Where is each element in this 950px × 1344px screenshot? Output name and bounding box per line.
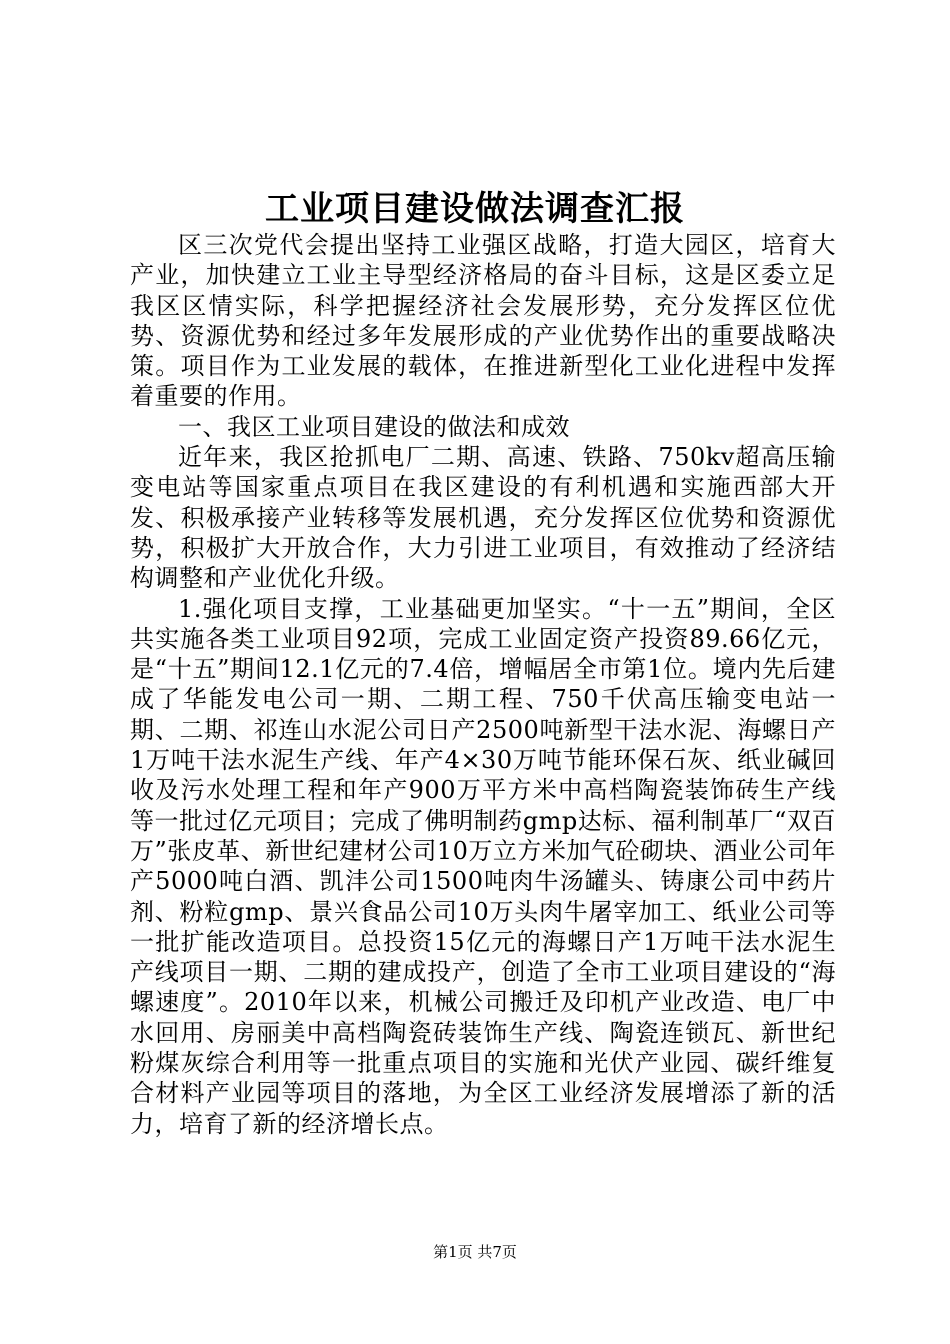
section-heading: 一、我区工业项目建设的做法和成效 bbox=[178, 412, 570, 441]
paragraph-overview: 近年来，我区抢抓电厂二期、高速、铁路、750kv超高压输变电站等国家重点项目在我区建设的有利机遇和实施西部大开发、积极承接产业转移等发展机遇，充分发挥区位优势和资源优势，积极扩大开放合作，大力引进工业项目，有效推动了经济结构调整和产业优化升级。 bbox=[130, 443, 836, 593]
paragraph-item-1: 1.强化项目支撑，工业基础更加坚实。“十一五”期间，全区共实施各类工业项目92项，完成工业固定资产投资89.66亿元，是“十五”期间12.1亿元的7.4倍，增幅居全市第1位。境内先后建成了华能发电公司一期、二期工程、750千伏高压输变电站一期、二期、祁连山水泥公司日产2500吨新型干法水泥、海螺日产1万吨干法水泥生产线、年产4×30万吨节能环保石灰、纸业碱回收及污水处理工程和年产900万平方米中高档陶瓷装饰砖生产线等一批过亿元项目；完成了佛明制药gmp达标、福利制革厂“双百万”张皮革、新世纪建材公司10万立方米加气砼砌块、酒业公司年产5000吨白酒、凯沣公司1500吨肉牛汤罐头、铸康公司中药片剂、粉粒gmp、景兴食品公司10万头肉牛屠宰加工、纸业公司等一批扩能改造项目。总投资15亿元的海螺日产1万吨干法水泥生产线项目一期、二期的建成投产，创造了全市工业项目建设的“海螺速度”。2010年以来，机械公司搬迁及印机产业改造、电厂中水回用、房丽美中高档陶瓷砖装饰生产线、陶瓷连锁瓦、新世纪粉煤灰综合利用等一批重点项目的实施和光伏产业园、碳纤维复合材料产业园等项目的落地，为全区工业经济发展增添了新的活力，培育了新的经济增长点。 bbox=[130, 594, 836, 1138]
paragraph-intro: 区三次党代会提出坚持工业强区战略，打造大园区，培育大产业，加快建立工业主导型经济格局的奋斗目标，这是区委立足我区区情实际，科学把握经济社会发展形势，充分发挥区位优势、资源优势和经过多年发展形成的产业优势作出的重要战略决策。项目作为工业发展的载体，在推进新型化工业化进程中发挥着重要的作用。 bbox=[130, 231, 836, 411]
document-title: 工业项目建设做法调查汇报 bbox=[265, 189, 685, 229]
page-footer: 第1页 共7页 bbox=[433, 1243, 517, 1261]
document-body bbox=[130, 230, 836, 1139]
